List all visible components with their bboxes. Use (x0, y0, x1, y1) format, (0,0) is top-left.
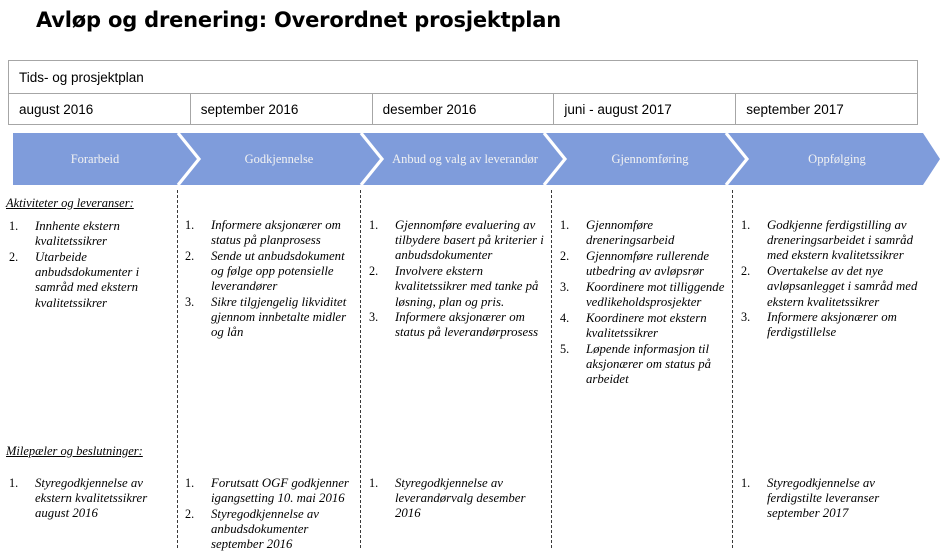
milestones-column-2 (182, 476, 354, 553)
period-cell-3: desember 2016 (372, 94, 554, 125)
list-item (738, 264, 923, 310)
list-item-number: 2. (560, 248, 570, 263)
column-divider-2 (360, 190, 361, 548)
list-item-text: Informere aksjonærer om status på leverandørprosess (395, 310, 539, 340)
list-item (738, 310, 923, 340)
list-item-text: Forutsatt OGF godkjenner igangsetting 10. mai 2016 (211, 476, 349, 506)
activities-column-3 (366, 218, 546, 341)
list-item-text: Sikre tilgjengelig likviditet gjennom innbetalte midler og lån (211, 295, 347, 340)
activities-column-2 (182, 218, 354, 341)
page-title: Avløp og drenering: Overordnet prosjektplan (36, 8, 562, 32)
phase-label-forarbeid: Forarbeid (70, 152, 120, 166)
list-item (557, 280, 729, 310)
milestones-column-5 (738, 476, 923, 522)
list-item-text: Gjennomføre rullerende utbedring av avløpsrør (586, 248, 710, 279)
list-item-number: 2. (185, 248, 195, 263)
activities-column-4 (557, 218, 729, 388)
list-item (182, 507, 354, 553)
plan-title-row (9, 61, 918, 94)
list-item (557, 218, 729, 248)
list-item-text: Gjennomføre evaluering av tilbydere basert på kriterier i anbudsdokumenter (395, 218, 544, 263)
list-item-text: Overtakelse av det nye avløpsanlegget i samråd med ekstern kvalitetssikrer (767, 264, 918, 309)
milestones-heading: Milepæler og beslutninger: (6, 444, 143, 458)
list-item-number: 3. (185, 295, 195, 310)
period-cell-4: juni - august 2017 (554, 94, 736, 125)
list-item-text: Informere aksjonærer om ferdigstillelse (767, 310, 897, 340)
list-item-text: Informere aksjonærer om status på planprosess (211, 218, 341, 248)
list-item (366, 264, 546, 310)
list-item-number: 1. (741, 218, 751, 232)
phase-label-oppfolging: Oppfølging (808, 152, 866, 166)
list-item-text: Involvere ekstern kvalitetssikrer med tanke på løsning, plan og pris. (395, 264, 539, 309)
period-cell-2: september 2016 (190, 94, 372, 125)
period-cell-1: august 2016 (9, 94, 191, 125)
list-item (557, 249, 729, 279)
list-item-text: Løpende informasjon til aksjonærer om status på arbeidet (586, 341, 712, 387)
phase-label-godkjennelse: Godkjennelse (244, 152, 314, 166)
milestones-list-5 (738, 476, 923, 522)
period-cell-5: september 2017 (736, 94, 918, 125)
column-divider-3 (551, 190, 552, 548)
list-item-text: Godkjenne ferdigstilling av dreneringsarbeidet i samråd med ekstern kvalitetssikrer (767, 218, 913, 263)
milestones-column-3 (366, 476, 541, 522)
period-header-row (9, 94, 918, 125)
list-item-number: 1. (369, 476, 379, 490)
activities-list-4 (557, 218, 729, 387)
column-divider-4 (732, 190, 733, 548)
list-item-number: 2. (369, 264, 379, 279)
milestones-list-3 (366, 476, 541, 522)
list-item-number: 4. (560, 310, 570, 325)
list-item-number: 1. (369, 218, 379, 232)
activities-column-1 (6, 196, 172, 311)
list-item-text: Styregodkjennelse av ferdigstilte leveranser september 2017 (767, 476, 880, 521)
list-item-number: 2. (741, 264, 751, 279)
phase-label-gjennomforing: Gjennomføring (611, 152, 689, 166)
list-item (6, 219, 172, 249)
plan-header-table (8, 60, 918, 125)
list-item-number: 3. (560, 279, 570, 294)
list-item (557, 342, 729, 388)
list-item-number: 1. (9, 476, 19, 490)
milestones-list-2 (182, 476, 354, 553)
activities-list-1 (6, 219, 172, 311)
list-item-text: Styregodkjennelse av leverandørvalg desember 2016 (395, 476, 526, 521)
list-item-text: Styregodkjennelse av ekstern kvalitetssikrer august 2016 (35, 476, 148, 521)
list-item-text: Koordinere mot ekstern kvalitetssikrer (586, 310, 707, 340)
phase-label-anbud: Anbud og valg av leverandør (392, 152, 538, 166)
list-item (182, 249, 354, 295)
milestones-column-1 (6, 444, 172, 522)
list-item-number: 1. (741, 476, 751, 490)
list-item-number: 3. (741, 310, 751, 325)
list-item-text: Koordinere mot tilliggende vedlikeholdsprosjekter (586, 279, 725, 310)
list-item (366, 310, 546, 340)
list-item (366, 218, 546, 264)
milestones-list-1 (6, 476, 172, 522)
plan-title-cell: Tids- og prosjektplan (9, 61, 918, 94)
activities-list-5 (738, 218, 923, 341)
column-divider-1 (177, 190, 178, 548)
list-item (182, 476, 354, 506)
list-item-number: 2. (9, 249, 19, 264)
list-item (182, 218, 354, 248)
activities-list-3 (366, 218, 546, 341)
list-item-number: 1. (9, 219, 19, 233)
list-item-text: Sende ut anbudsdokument og følge opp potensielle leverandører (211, 248, 345, 294)
list-item-number: 5. (560, 341, 570, 356)
list-item (366, 476, 541, 522)
list-item-text: Gjennomføre dreneringsarbeid (586, 218, 675, 248)
list-item-number: 1. (185, 476, 195, 490)
list-item (6, 250, 172, 311)
list-item (182, 295, 354, 341)
phase-chevron-band (13, 133, 940, 185)
list-item-text: Styregodkjennelse av anbudsdokumenter september 2016 (211, 506, 319, 552)
list-item (557, 311, 729, 341)
list-item-text: Innhente ekstern kvalitetssikrer (35, 219, 120, 249)
list-item-number: 1. (185, 218, 195, 232)
list-item (6, 476, 172, 522)
list-item-number: 1. (560, 218, 570, 232)
activities-column-5 (738, 218, 923, 341)
list-item (738, 218, 923, 264)
activities-list-2 (182, 218, 354, 341)
list-item-number: 2. (185, 506, 195, 521)
activities-heading: Aktiviteter og leveranser: (6, 196, 134, 210)
list-item-number: 3. (369, 310, 379, 325)
list-item-text: Utarbeide anbudsdokumenter i samråd med ekstern kvalitetssikrer (35, 249, 140, 310)
list-item (738, 476, 923, 522)
